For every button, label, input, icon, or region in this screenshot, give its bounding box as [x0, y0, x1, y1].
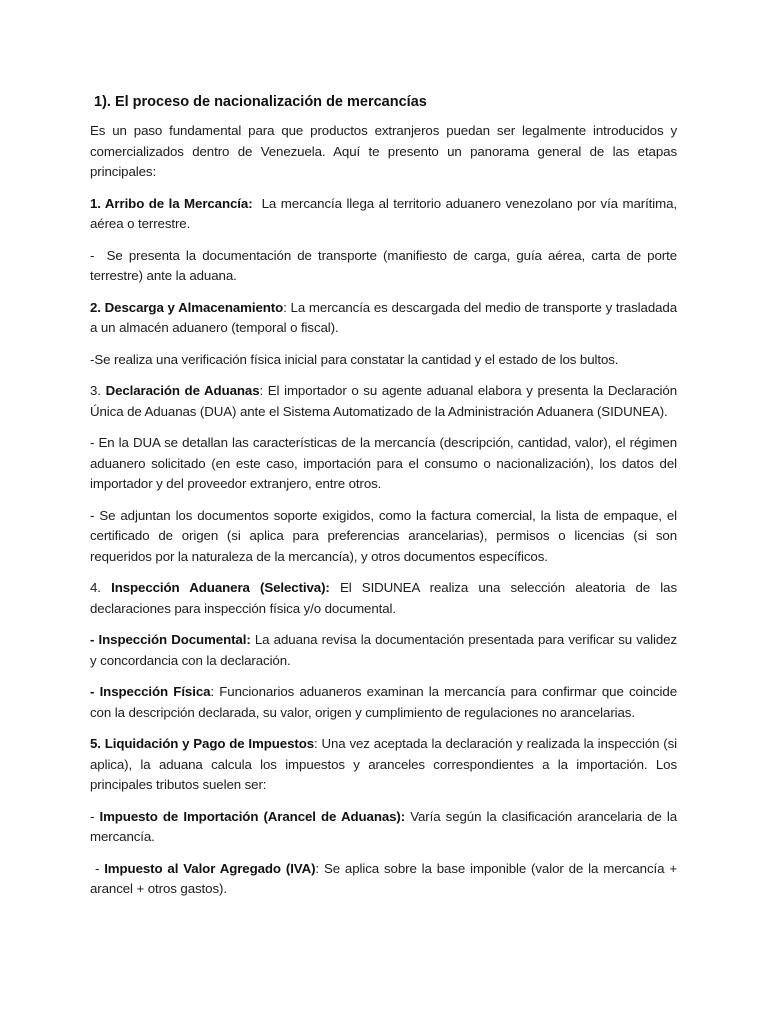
page-title: 1). El proceso de nacionalización de mercancías: [94, 94, 427, 110]
tax-import-heading: Impuesto de Importación (Arancel de Aduanas):: [99, 808, 406, 824]
tax-iva-text: : Se aplica sobre la base imponible (valor de la mercancía + arancel + otros gastos).: [90, 860, 677, 896]
tax-import-text: Varía según la clasificación arancelaria de la mercancía.: [90, 808, 677, 844]
tax-iva-prefix: -: [90, 860, 105, 876]
inspection-fisica-text: : Funcionarios aduaneros examinan la mercancía para confirmar que coincide con la descripción declarada, su valor, origen y cumplimiento de regulaciones no arancelarias.: [90, 684, 677, 720]
tax-iva-heading: Impuesto al Valor Agregado (IVA): [104, 860, 316, 876]
inspection-documental-paragraph: [90, 630, 677, 671]
document-body: [90, 92, 681, 911]
step-4-paragraph: [90, 578, 677, 619]
step-4-heading: Inspección Aduanera (Selectiva):: [111, 580, 330, 595]
step-4-prefix: 4.: [90, 580, 112, 595]
step-1-heading: 1. Arribo de la Mercancía:: [90, 195, 253, 211]
step-3-note-1: - En la DUA se detallan las características de la mercancía (descripción, cantidad, valor), el régimen aduanero solicitado (en este caso, importación para el consumo o nacionalización), los datos del importador y del proveedor extranjero, entre otros.: [90, 435, 677, 491]
inspection-documental-text: La aduana revisa la documentación presentada para verificar su validez y concordancia con la declaración.: [90, 632, 678, 668]
step-3-heading: Declaración de Aduanas: [105, 383, 260, 398]
inspection-fisica-paragraph: [90, 682, 677, 723]
inspection-documental-heading: - Inspección Documental:: [90, 632, 251, 647]
step-1-paragraph: [90, 194, 681, 235]
tax-import-paragraph: [90, 807, 677, 848]
step-3-paragraph: [90, 381, 677, 422]
step-5-paragraph: [90, 734, 677, 796]
step-2-heading: 2. Descarga y Almacenamiento: [90, 299, 284, 315]
step-1-note: - Se presenta la documentación de transporte (manifiesto de carga, guía aérea, carta de porte terrestre) ante la aduana.: [90, 247, 681, 283]
step-3-prefix: 3.: [90, 383, 106, 398]
inspection-fisica-heading: - Inspección Física: [90, 684, 211, 699]
tax-iva-paragraph: [90, 859, 677, 900]
step-4-text: El SIDUNEA realiza una selección aleatoria de las declaraciones para inspección física y/o documental.: [90, 580, 677, 616]
step-2-note: -Se realiza una verificación física inicial para constatar la cantidad y el estado de los bultos.: [90, 351, 619, 367]
tax-import-prefix: -: [90, 808, 100, 824]
step-3-text: : El importador o su agente aduanal elabora y presenta la Declaración Única de Aduanas (DUA) ante el Sistema Automatizado de la Administración Aduanera (SIDUNEA).: [90, 383, 678, 419]
step-1-text: La mercancía llega al territorio aduanero venezolano por vía marítima, aérea o terrestre.: [90, 195, 681, 231]
intro-paragraph: Es un paso fundamental para que productos extranjeros puedan ser legalmente introducidos y comercializados dentro de Venezuela. Aquí te presento un panorama general de las etapas principales:: [90, 123, 677, 179]
step-5-heading: 5. Liquidación y Pago de Impuestos: [90, 736, 315, 751]
step-3-note-2: - Se adjuntan los documentos soporte exigidos, como la factura comercial, la lista de empaque, el certificado de origen (si aplica para preferencias arancelarias), permisos o licencias (si son requeridos por la naturaleza de la mercancía), y otros documentos específicos.: [90, 507, 677, 564]
step-2-paragraph: [90, 298, 677, 339]
step-5-text: : Una vez aceptada la declaración y realizada la inspección (si aplica), la aduana calcula los impuestos y aranceles correspondientes a la importación. Los principales tributos suelen ser:: [90, 736, 678, 792]
step-2-text: : La mercancía es descargada del medio de transporte y trasladada a un almacén aduanero (temporal o fiscal).: [90, 299, 678, 335]
